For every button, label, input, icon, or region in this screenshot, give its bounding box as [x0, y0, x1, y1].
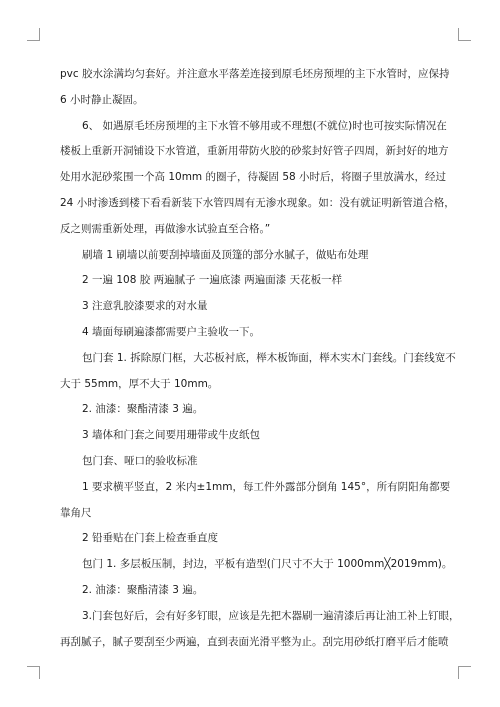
- text-line: 2 铅垂贴在门套上检查垂直度: [82, 532, 219, 545]
- text-line: 2. 油漆：聚酯清漆 3 遍。: [82, 583, 204, 596]
- crop-mark-top-right: [458, 28, 471, 41]
- text-line: 包门套 1. 拆除原门框，大芯板衬底，榉木板饰面，榉木实木门套线。门套线宽不: [82, 351, 456, 364]
- text-line: 4 墙面每刷遍漆都需要户主验收一下。: [82, 325, 261, 338]
- text-line: 包门 1. 多层板压制，封边，平板有造型(门尺寸不大于 1000mm╳2019mm)。: [82, 558, 453, 571]
- text-line: 3 墙体和门套之间要用珊带或牛皮纸包: [82, 429, 261, 442]
- text-line: 再刮腻子，腻子要刮至少两遍，直到表面光滑平整为止。刮完用砂纸打磨平后才能喷: [60, 635, 449, 648]
- crop-mark-bottom-right: [458, 666, 471, 679]
- text-line: 3 注意乳胶漆要求的对水量: [82, 300, 208, 313]
- text-line: 3.门套包好后，会有好多钉眼，应该是先把木器刷一遍清漆后再让油工补上钉眼，: [82, 609, 460, 622]
- text-line: 1 要求横平竖直，2 米内±1mm，每工件外露部分倒角 145°，所有阴阳角都要: [82, 480, 451, 493]
- crop-mark-bottom-left: [27, 666, 40, 679]
- text-line: 包门套、哑口的验收标准: [82, 454, 198, 467]
- text-line: 刷墙 1 刷墙以前要刮掉墙面及顶篷的部分水腻子，做贴布处理: [82, 248, 369, 261]
- document-page: [60, 62, 460, 655]
- text-line: 大于 55mm，厚不大于 10mm。: [60, 377, 219, 390]
- text-line: 反之则需重新处理，再做渗水试验直至合格。”: [60, 222, 271, 235]
- crop-mark-top-left: [27, 28, 40, 41]
- text-line: 楼板上重新开洞铺设下水管道，重新用带防火胶的砂浆封好管子四周，新封好的地方: [60, 145, 449, 158]
- text-line: 6、 如遇原毛坯房预埋的主下水管不够用或不理想(不就位)时也可按实际情况在: [82, 119, 447, 132]
- text-line: 靠角尺: [60, 506, 92, 519]
- text-line: pvc 胶水涂满均匀套好。并注意水平落差连接到原毛坯房预埋的主下水管时，应保持: [60, 68, 450, 80]
- text-line: 处用水泥砂浆围一个高 10mm 的圈子，待凝固 58 小时后，将圈子里放满水，经过: [60, 171, 447, 184]
- text-line: 6 小时静止凝固。: [60, 93, 144, 106]
- text-line: 24 小时渗透到楼下看看新装下水管四周有无渗水现象。如：没有就证明新管道合格，: [60, 196, 455, 209]
- text-line: 2 一遍 108 胶 两遍腻子 一遍底漆 两遍面漆 天花板一样: [82, 274, 343, 287]
- text-line: 2. 油漆：聚酯清漆 3 遍。: [82, 403, 204, 416]
